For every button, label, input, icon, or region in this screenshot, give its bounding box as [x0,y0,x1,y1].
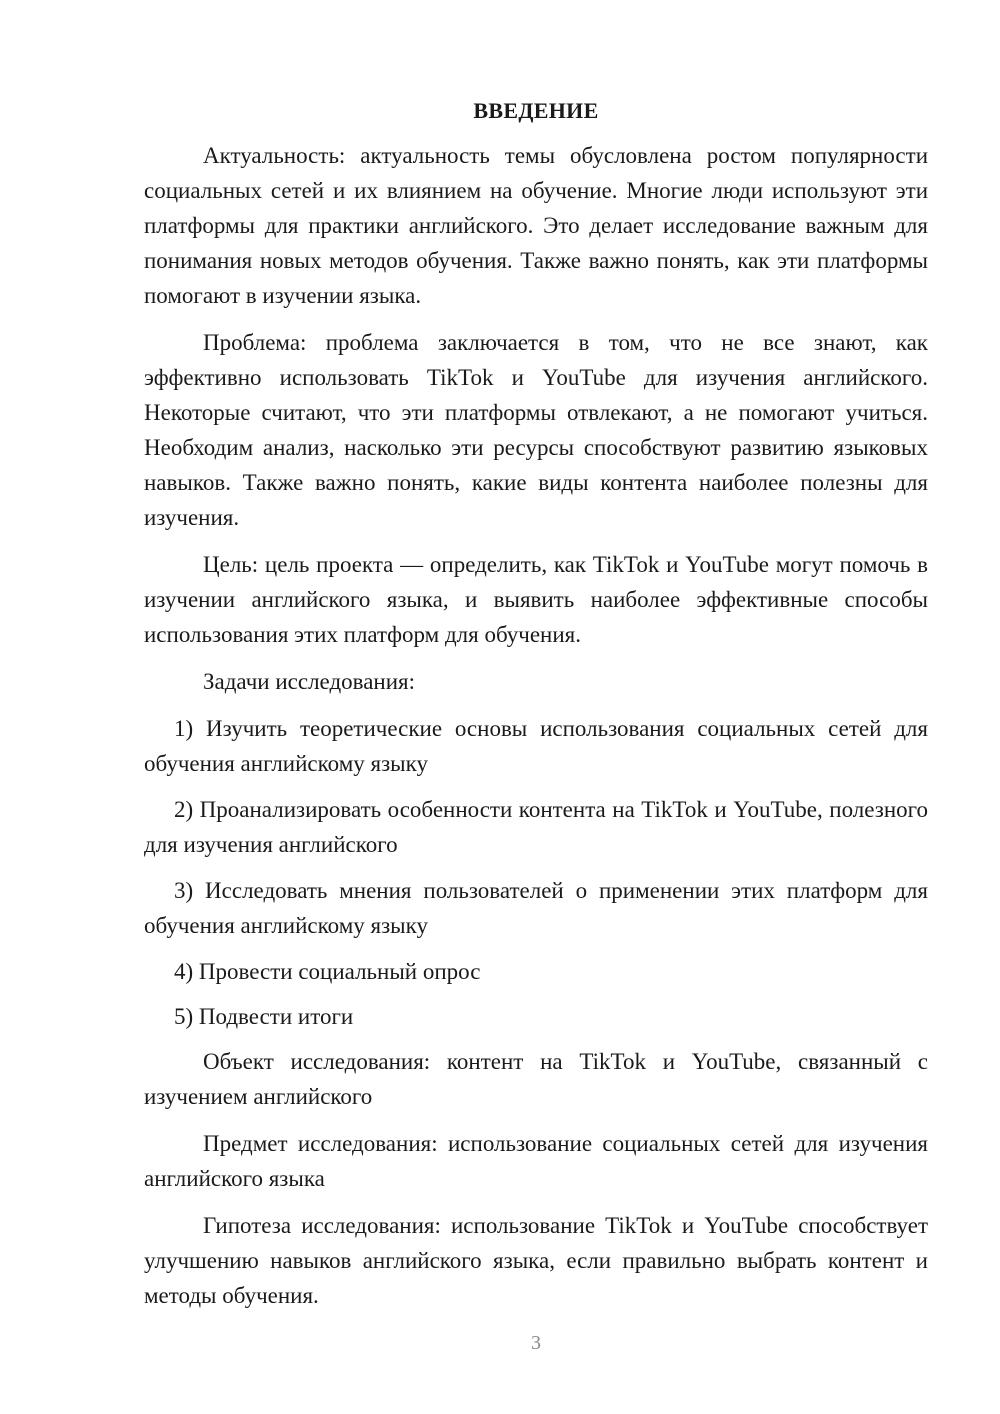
goal-paragraph: Цель: цель проекта — определить, как TikTok и YouTube могут помочь в изучении английского языка, и выявить наиболее эффективные способы использования этих платформ для обучения. [144,552,928,647]
task-item-5: 5) Подвести итоги [174,1004,354,1029]
relevance-paragraph: Актуальность: актуальность темы обусловлена ростом популярности социальных сетей и их влиянием на обучение. Многие люди используют эти платформы для практики английского. Это делает исследование важным для понимания новых методов обучения. Также важно понять, как эти платформы помогают в изучении языка. [144,143,928,308]
task-item-3: 3) Исследовать мнения пользователей о применении этих платформ для обучения английскому языку [144,878,928,938]
page-content [144,96,928,1325]
task-item-2: 2) Проанализировать особенности контента на TikTok и YouTube, полезного для изучения английского [144,797,928,857]
subject-paragraph: Предмет исследования: использование социальных сетей для изучения английского языка [144,1131,928,1191]
tasks-intro-paragraph: Задачи исследования: [203,669,416,694]
task-item-1: 1) Изучить теоретические основы использования социальных сетей для обучения английскому языку [144,716,928,776]
task-item-4: 4) Провести социальный опрос [174,959,481,984]
hypothesis-paragraph: Гипотеза исследования: использование TikTok и YouTube способствует улучшению навыков английского языка, если правильно выбрать контент и методы обучения. [144,1213,928,1308]
object-paragraph: Объект исследования: контент на TikTok и YouTube, связанный с изучением английского [144,1049,928,1109]
page-number: 3 [531,1332,541,1354]
section-heading: ВВЕДЕНИЕ [473,98,599,123]
problem-paragraph: Проблема: проблема заключается в том, что не все знают, как эффективно использовать TikTok и YouTube для изучения английского. Некоторые считают, что эти платформы отвлекают, а не помогают учиться. Необходим анализ, насколько эти ресурсы способствуют развитию языковых навыков. Также важно понять, какие виды контента наиболее полезны для изучения. [144,330,928,530]
